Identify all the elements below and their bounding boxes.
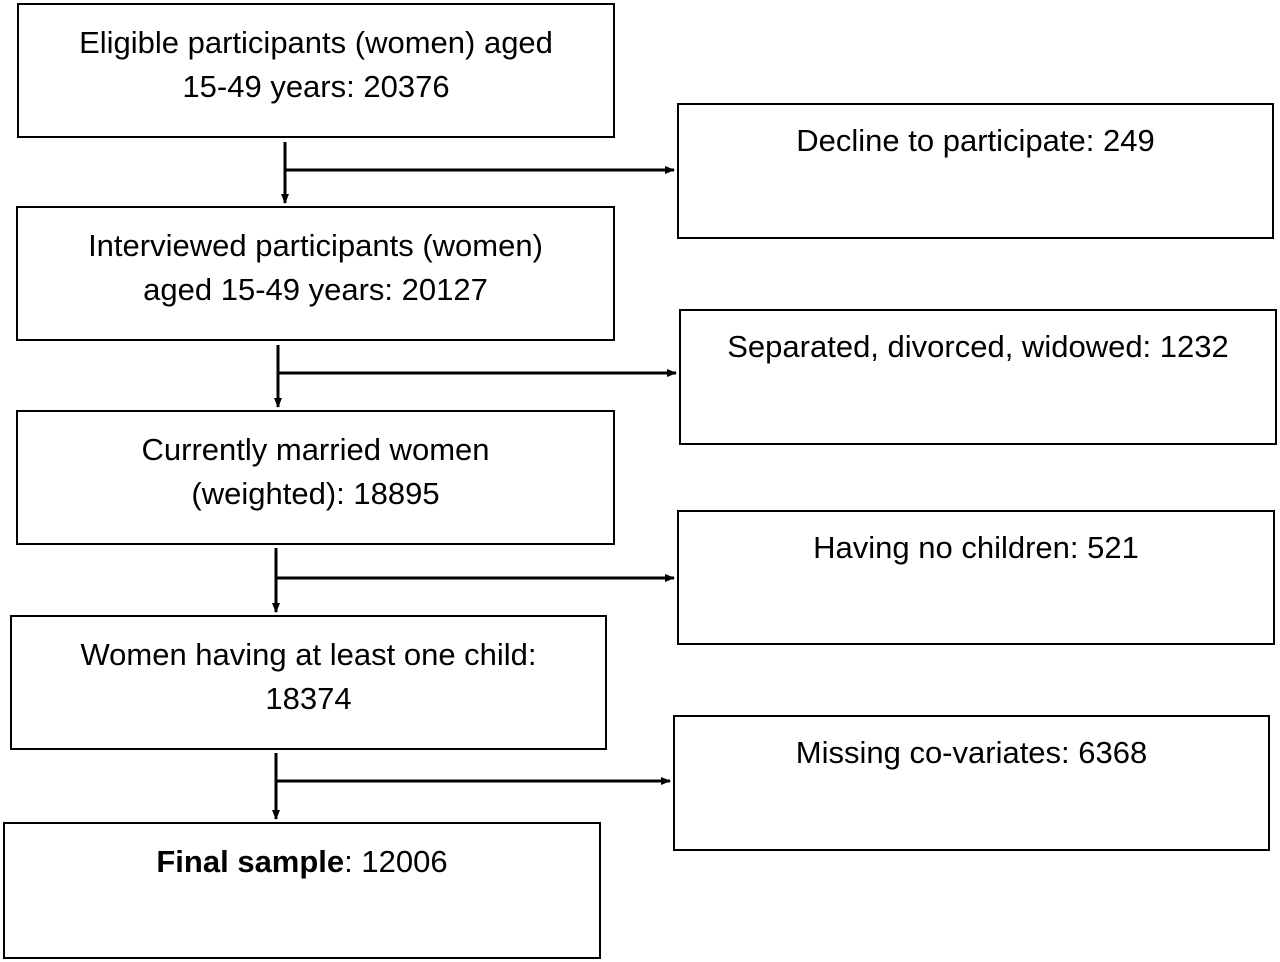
declined-text: Decline to participate: 249 (796, 123, 1155, 158)
married-line-2: (weighted): 18895 (191, 476, 440, 511)
no-children-text: Having no children: 521 (813, 530, 1139, 565)
final-sample-value: : 12006 (344, 844, 448, 879)
eligible-line-1: Eligible participants (women) aged (79, 25, 553, 60)
with-child-line-1: Women having at least one child: (80, 637, 537, 672)
missing-text: Missing co-variates: 6368 (795, 735, 1148, 770)
separated-text: Separated, divorced, widowed: 1232 (727, 329, 1229, 364)
interviewed-line-1: Interviewed participants (women) (88, 228, 543, 263)
interviewed-line-2: aged 15-49 years: 20127 (143, 272, 488, 307)
married-line-1: Currently married women (141, 432, 490, 467)
final-sample-label: Final sample (156, 844, 345, 879)
with-child-line-2: 18374 (265, 681, 352, 716)
eligible-line-2: 15-49 years: 20376 (182, 69, 450, 104)
